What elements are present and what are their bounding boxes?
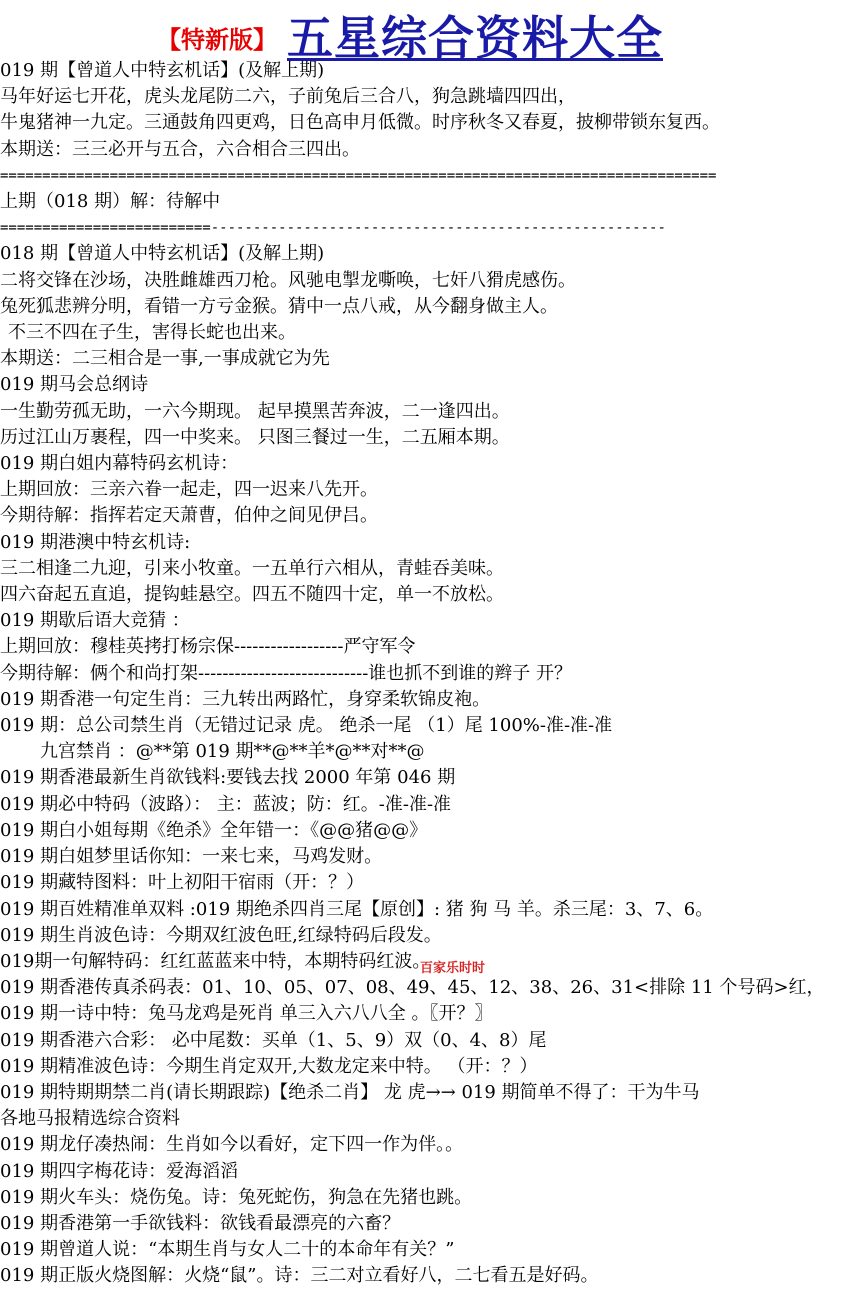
text-line: 马年好运七开花，虎头龙尾防二六，子前兔后三合八，狗急跳墙四四出，	[0, 86, 576, 108]
text-line: 019 期必中特码（波路）： 主：蓝波；防：红。-准-准-准	[0, 793, 452, 815]
text-line: 019 期【曾道人中特玄机话】(及解上期)	[0, 60, 325, 81]
text-line: 三二相逢二九迎，引来小牧童。一五单行六相从，青蛙吞美味。	[0, 557, 504, 579]
text-line: 018 期【曾道人中特玄机话】(及解上期)	[0, 243, 325, 265]
text-line: 019 期正版火烧图解：火烧“鼠”。诗：三二对立看好八，二七看五是好码。	[0, 1265, 599, 1287]
text-line: 今期待解：指挥若定天萧曹，伯仲之间见伊吕。	[0, 505, 378, 527]
page-header	[0, 0, 860, 65]
text-line: 本期送：三三必开与五合，六合相合三四出。	[0, 138, 360, 160]
text-line: 019 期四字梅花诗：爱海滔滔	[0, 1160, 239, 1182]
text-line: 019 期火车头：烧伤兔。诗：兔死蛇伤，狗急在先猪也跳。	[0, 1186, 473, 1208]
text-line: 019 期精准波色诗：今期生肖定双开,大数龙定来中特。 （开：？）	[0, 1055, 538, 1077]
text-line: 019 期马会总纲诗	[0, 374, 149, 396]
text-line: 四六奋起五直追，提钩蛙悬空。四五不随四十定，单一不放松。	[0, 584, 504, 606]
document-body	[0, 58, 860, 1290]
text-line: 019 期白姐内幕特码玄机诗：	[0, 453, 239, 475]
text-line: 019 期曾道人说：“本期生肖与女人二十的本命年有关？”	[0, 1239, 455, 1261]
text-line: 019 期百姓精准单双料 :019 期绝杀四肖三尾【原创】: 猪 狗 马 羊。杀三尾：3、7、6。	[0, 898, 714, 920]
text-line: 019 期香港最新生肖欲钱料:要钱去找 2000 年第 046 期	[0, 767, 456, 789]
text-line: 各地马报精选综合资料	[0, 1108, 180, 1130]
text-line: 019 期龙仔凑热闹：生肖如今以看好，定下四一作为伴。。	[0, 1134, 464, 1156]
text-line: 019 期藏特图料：叶上初阳干宿雨（开：？）	[0, 872, 365, 894]
text-line: 历过江山万裹程，四一中奖来。 只图三餐过一生，二五厢本期。	[0, 426, 510, 448]
text-line: 兔死狐悲辨分明，看错一方亏金猴。猜中一点八戒，从今翻身做主人。	[0, 295, 558, 317]
text-line: 一生勤劳孤无助，一六今期现。 起早摸黑苦奔波，二一逢四出。	[0, 400, 510, 422]
text-line: 019 期生肖波色诗：今期双红波色旺,红绿特码后段发。	[0, 924, 442, 946]
text-line: 019 期特期期禁二肖(请长期跟踪)【绝杀二肖】 龙 虎→→ 019 期简单不得了：干为牛马	[0, 1081, 700, 1103]
page-title: 五星综合资料大全	[287, 11, 663, 65]
text-line: 今期待解：俩个和尚打架----------------------------谁也抓不到谁的辫子 开？	[0, 662, 573, 684]
text-line: 九宫禁肖 ：@**第 019 期**@**羊*@**对**@	[40, 741, 425, 763]
text-line: 不三不四在子生，害得长蛇也出来。	[8, 322, 296, 344]
text-line: 019 期香港传真杀码表：01、10、05、07、08、49、45、12、38、26、31<排除 11 个号码>红，	[0, 977, 825, 999]
text-line: 019 期：总公司禁生肖（无错过记录 虎。 绝杀一尾 （1）尾 100%-准-准-准	[0, 715, 613, 737]
text-line: 上期回放：三亲六眷一起走，四一迟来八先开。	[0, 479, 378, 501]
text-line: 本期送：二三相合是一事,一事成就它为先	[0, 348, 330, 370]
text-line: 019 期港澳中特玄机诗:	[0, 531, 191, 553]
text-line: 019 期白姐梦里话你知：一来七来，马鸡发财。	[0, 846, 383, 868]
edition-label: 【特新版】	[157, 25, 277, 54]
text-line: 二将交锋在沙场，决胜雌雄西刀枪。风驰电掣龙嘶唤，七奸八猾虎感伤。	[0, 269, 576, 291]
text-line: 上期（018 期）解：待解中	[0, 191, 221, 213]
text-line: 019期一句解特码：红红蓝蓝来中特，本期特码红波。	[0, 950, 431, 972]
separator-line: =====================================================================================	[0, 167, 717, 184]
text-line: 019 期白小姐每期《绝杀》全年错一：《@@猪@@》	[0, 819, 428, 841]
text-line: 上期回放：穆桂英拷打杨宗保------------------严守军令	[0, 636, 416, 658]
separator-line: =========================------------------------------------------------------	[0, 220, 666, 237]
text-line: 019 期一诗中特：兔马龙鸡是死肖 单三入六八八全 。〖开？〗	[0, 1003, 493, 1025]
watermark-text: 百家乐时时	[420, 961, 486, 976]
text-line: 019 期香港六合彩： 必中尾数：买单（1、5、9）双（0、4、8）尾	[0, 1029, 547, 1051]
text-line: 019 期歇后语大竞猜 ：	[0, 610, 190, 632]
text-line: 019 期香港第一手欲钱料：欲钱看最漂亮的六畜？	[0, 1212, 401, 1234]
text-line: 019 期香港一句定生肖：三九转出两路忙，身穿柔软锦皮袍。	[0, 688, 491, 710]
text-line: 牛鬼猪神一九定。三通鼓角四更鸡，日色高申月低微。时序秋冬又春夏，披柳带锁东复西。	[0, 112, 720, 134]
